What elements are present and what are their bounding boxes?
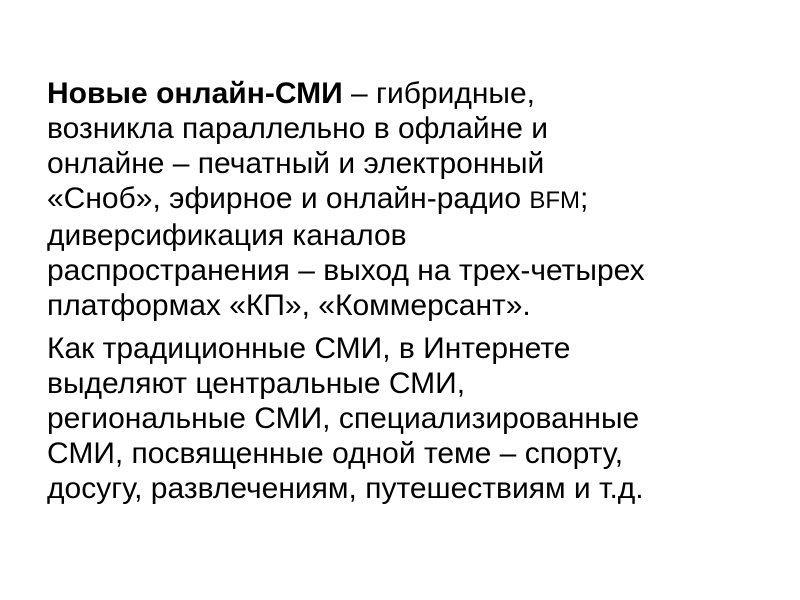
paragraph-traditional-media [47,331,772,506]
bold-term: Новые онлайн-СМИ [47,77,343,110]
line-tail: ; [580,182,589,215]
text-line: региональные СМИ, специализированные [47,402,640,435]
text-line: досугу, развлечениям, путешествиям и т.д. [47,472,644,505]
paragraph-new-online-media [47,76,772,323]
line-text: – гибридные, [342,77,535,110]
slide-body-text [47,76,772,506]
text-line: онлайне – печатный и электронный [47,147,545,180]
line-text: «Сноб», эфирное и онлайн-радио [47,182,530,215]
text-line: платформах «КП», «Коммерсант». [47,289,531,322]
text-line: СМИ, посвященные одной теме – спорту, [47,437,624,470]
latin-abbreviation: BFM [529,187,581,214]
text-line [47,181,772,218]
text-line: выделяют центральные СМИ, [47,367,466,400]
text-line: Как традиционные СМИ, в Интернете [47,332,571,365]
text-line [47,76,772,111]
text-line: диверсификация каналов [47,219,407,252]
text-line: распространения – выход на трех-четырех [47,254,645,287]
text-line: возникла параллельно в офлайне и [47,112,549,145]
